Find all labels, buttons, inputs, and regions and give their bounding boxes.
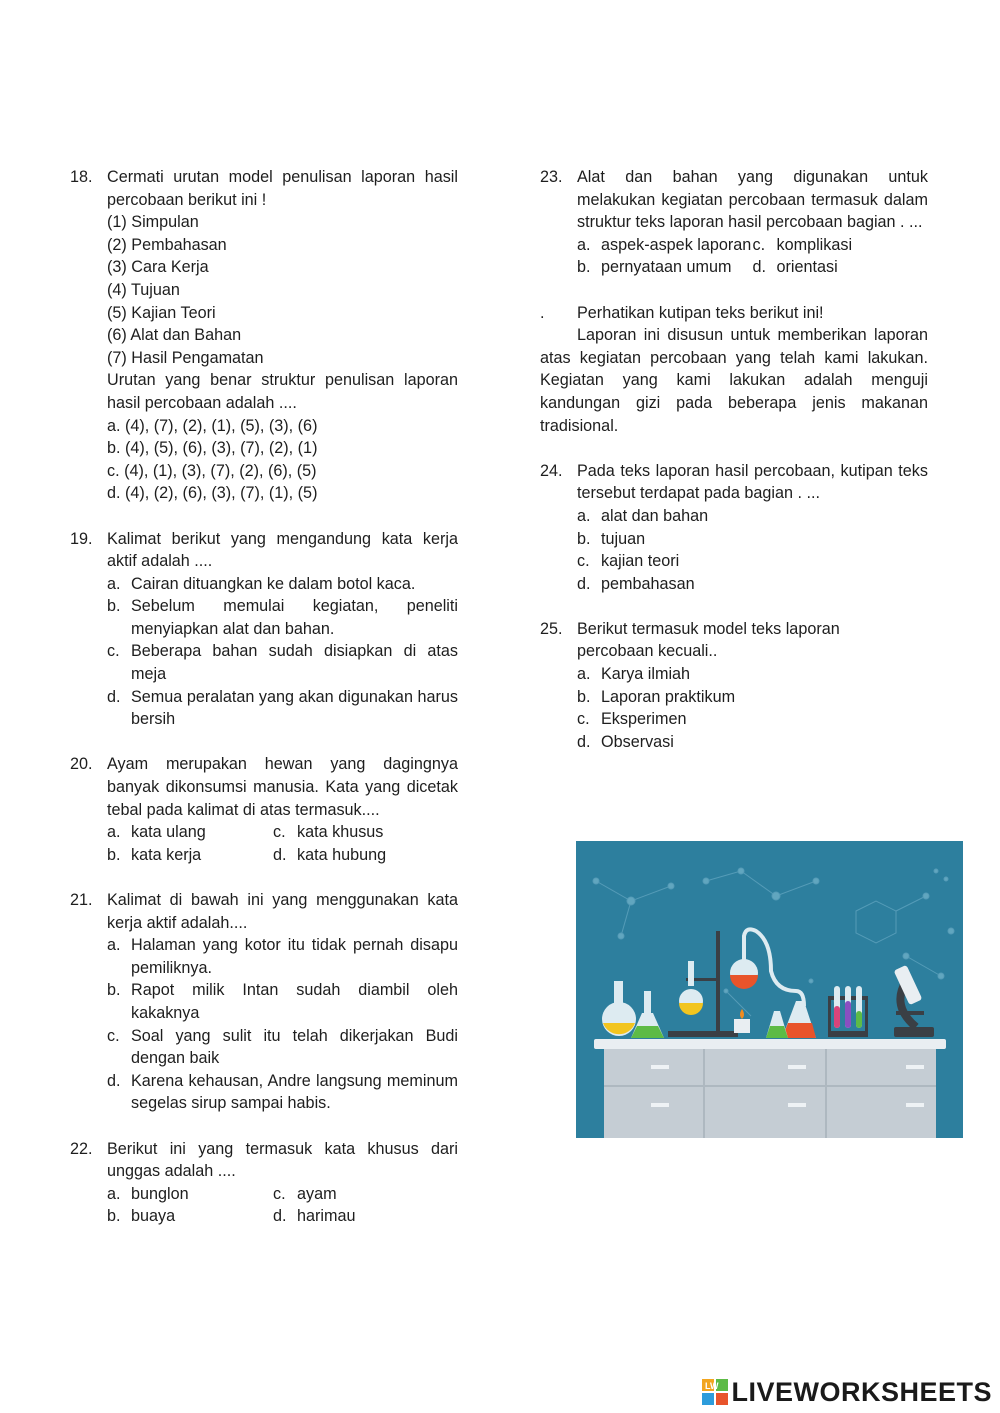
option-row — [70, 844, 458, 867]
option-text: Halaman yang kotor itu tidak pernah disapu pemiliknya. — [131, 936, 458, 977]
option-letter: c. — [273, 823, 286, 842]
option-letter: c. — [107, 642, 120, 661]
question-text: Pada teks laporan hasil percobaan, kutipan teks tersebut terdapat pada bagian . ... — [577, 461, 928, 503]
option-text: Observasi — [601, 732, 674, 751]
option-letter: b. — [107, 1207, 121, 1226]
question-20 — [70, 753, 458, 866]
question-number: 21. — [70, 891, 93, 909]
answer-option-d[interactable] — [753, 256, 929, 279]
logo-letter: LW — [705, 1381, 719, 1391]
answer-option-d[interactable] — [540, 731, 928, 754]
question-text: Ayam merupakan hewan yang dagingnya banyak dikonsumsi manusia. Kata yang dicetak tebal pada kalimat di atas termasuk.... — [107, 755, 458, 819]
list-item: (6) Alat dan Bahan — [107, 326, 242, 345]
option-letter: b. — [577, 258, 591, 277]
list-item: (3) Cara Kerja — [107, 258, 209, 277]
answer-option-a[interactable]: a. (4), (7), (2), (1), (5), (3), (6) — [107, 416, 318, 435]
option-letter: d. — [273, 1207, 287, 1226]
brand-name: LIVEWORKSHEETS — [731, 1376, 992, 1407]
option-text: bunglon — [131, 1184, 189, 1203]
counter-top — [594, 1039, 946, 1049]
answer-option-a[interactable] — [70, 934, 458, 979]
option-letter: a. — [107, 936, 121, 955]
answer-option-c[interactable] — [540, 550, 928, 573]
answer-option-a[interactable] — [107, 821, 273, 844]
option-text: alat dan bahan — [601, 506, 709, 525]
answer-option-d[interactable] — [540, 573, 928, 596]
answer-option-d[interactable] — [273, 1205, 439, 1228]
excerpt-marker: . — [540, 303, 545, 322]
question-text: Kalimat berikut yang mengandung kata kerja aktif adalah .... — [107, 529, 458, 571]
option-text: kata ulang — [131, 823, 206, 842]
option-letter: b. — [577, 529, 591, 548]
option-letter: a. — [577, 235, 591, 254]
excerpt-intro: Perhatikan kutipan teks berikut ini! — [577, 303, 824, 322]
option-text: Eksperimen — [601, 710, 687, 729]
option-letter: c. — [273, 1184, 286, 1203]
option-letter: b. — [107, 597, 121, 616]
option-letter: d. — [107, 1071, 121, 1090]
question-18 — [70, 166, 458, 505]
question-number: 18. — [70, 168, 93, 186]
question-number: 23. — [540, 168, 563, 186]
option-text: buaya — [131, 1207, 176, 1226]
question-19 — [70, 528, 458, 731]
question-number: 24. — [540, 461, 563, 480]
option-text: aspek-aspek laporan — [601, 235, 752, 254]
option-text: Rapot milik Intan sudah diambil oleh kakaknya — [131, 981, 458, 1022]
answer-option-c[interactable] — [70, 640, 458, 685]
option-letter: d. — [273, 845, 287, 864]
option-row — [70, 1205, 458, 1228]
option-letter: a. — [107, 823, 121, 842]
liveworksheets-logo — [702, 1376, 992, 1407]
answer-option-c[interactable] — [753, 234, 929, 257]
option-letter: a. — [107, 574, 121, 593]
option-letter: c. — [752, 235, 766, 254]
option-letter: a. — [107, 1184, 121, 1203]
answer-option-b[interactable]: b. (4), (5), (6), (3), (7), (2), (1) — [107, 439, 318, 458]
answer-option-b[interactable] — [70, 979, 458, 1024]
answer-option-c[interactable] — [273, 821, 439, 844]
option-row — [540, 256, 928, 279]
list-item: (2) Pembahasan — [107, 235, 227, 254]
answer-option-a[interactable] — [540, 505, 928, 528]
question-text: Cermati urutan model penulisan laporan hasil percobaan berikut ini ! — [107, 168, 458, 209]
option-row — [70, 821, 458, 844]
question-25 — [540, 618, 928, 754]
option-text: ayam — [297, 1184, 337, 1203]
option-text: pernyataan umum — [601, 258, 732, 277]
question-text: Berikut ini yang termasuk kata khusus dari unggas adalah .... — [107, 1139, 458, 1181]
option-text: kata khusus — [297, 823, 384, 842]
option-text: Cairan dituangkan ke dalam botol kaca. — [131, 574, 416, 593]
option-letter: b. — [577, 687, 591, 706]
question-22 — [70, 1138, 458, 1228]
option-row — [540, 234, 928, 257]
option-text: Laporan praktikum — [601, 687, 736, 706]
cabinet — [604, 1049, 936, 1138]
answer-option-a[interactable] — [107, 1183, 273, 1206]
option-text: pembahasan — [601, 574, 695, 593]
right-column — [540, 166, 928, 776]
answer-option-d[interactable]: d. (4), (2), (6), (3), (7), (1), (5) — [107, 484, 318, 503]
answer-option-c[interactable] — [540, 708, 928, 731]
option-letter: a. — [577, 665, 591, 684]
answer-option-b[interactable] — [107, 844, 273, 867]
option-text: Karena kehausan, Andre langsung meminum segelas sirup sampai habis. — [131, 1071, 458, 1113]
left-column — [70, 166, 458, 1251]
option-text: kata kerja — [131, 845, 202, 864]
option-letter: d. — [577, 574, 591, 593]
option-letter: b. — [107, 981, 121, 1000]
question-number: 25. — [540, 619, 563, 638]
laboratory-illustration — [576, 841, 963, 1138]
option-text: Sebelum memulai kegiatan, peneliti menyiapkan alat dan bahan. — [131, 597, 458, 638]
answer-option-a[interactable] — [70, 573, 458, 596]
answer-option-b[interactable] — [577, 256, 753, 279]
answer-option-c[interactable] — [273, 1183, 439, 1206]
option-text: Semua peralatan yang akan digunakan harus bersih — [131, 687, 458, 729]
question-24 — [540, 460, 928, 596]
answer-option-a[interactable] — [540, 663, 928, 686]
answer-option-a[interactable] — [577, 234, 753, 257]
option-text: tujuan — [601, 529, 646, 548]
question-text: Berikut termasuk model teks laporan percobaan kecuali.. — [577, 619, 840, 661]
answer-option-c[interactable] — [70, 1025, 458, 1070]
option-text: komplikasi — [776, 235, 853, 254]
option-letter: a. — [577, 506, 591, 525]
option-text: Beberapa bahan sudah disiapkan di atas meja — [131, 642, 458, 684]
question-number: 19. — [70, 529, 93, 548]
answer-option-b[interactable] — [70, 595, 458, 640]
answer-option-b[interactable] — [540, 528, 928, 551]
option-text: kata hubung — [297, 845, 387, 864]
question-number: 22. — [70, 1139, 93, 1158]
option-letter: c. — [577, 710, 590, 729]
list-item: (5) Kajian Teori — [107, 303, 216, 322]
option-letter: d. — [752, 258, 767, 277]
option-letter: d. — [577, 732, 591, 751]
answer-option-d[interactable] — [273, 844, 439, 867]
answer-option-d[interactable] — [70, 686, 458, 731]
question-text: Kalimat di bawah ini yang menggunakan kata kerja aktif adalah.... — [107, 891, 458, 932]
answer-option-c[interactable]: c. (4), (1), (3), (7), (2), (6), (5) — [107, 461, 317, 480]
option-row — [70, 1183, 458, 1206]
option-letter: d. — [107, 687, 121, 706]
excerpt-block — [540, 302, 928, 438]
option-text: Karya ilmiah — [601, 665, 691, 684]
answer-option-b[interactable] — [107, 1205, 273, 1228]
excerpt-body: Laporan ini disusun untuk memberikan laporan atas kegiatan percobaan yang telah kami lakukan. Kegiatan yang kami lakukan adalah menguji kandungan gizi pada beberapa jenis makanan tradisional. — [540, 326, 928, 435]
question-21 — [70, 889, 458, 1115]
question-text: Alat dan bahan yang digunakan untuk melakukan kegiatan percobaan termasuk dalam struktur teks laporan hasil percobaan bagian . ... — [577, 168, 928, 232]
list-item: (4) Tujuan — [107, 280, 180, 299]
option-text: orientasi — [776, 258, 838, 277]
question-number: 20. — [70, 755, 93, 774]
answer-option-b[interactable] — [540, 686, 928, 709]
question-prompt: Urutan yang benar struktur penulisan laporan hasil percobaan adalah .... — [107, 371, 458, 412]
option-text: kajian teori — [601, 552, 680, 571]
list-item: (1) Simpulan — [107, 213, 199, 232]
option-letter: c. — [577, 552, 590, 571]
option-letter: b. — [107, 845, 121, 864]
option-text: harimau — [297, 1207, 356, 1226]
liveworksheets-logo-icon — [702, 1379, 728, 1405]
option-letter: c. — [107, 1026, 120, 1045]
list-item: (7) Hasil Pengamatan — [107, 348, 264, 367]
option-text: Soal yang sulit itu telah dikerjakan Budi dengan baik — [131, 1026, 458, 1068]
answer-option-d[interactable] — [70, 1070, 458, 1115]
question-23 — [540, 166, 928, 279]
